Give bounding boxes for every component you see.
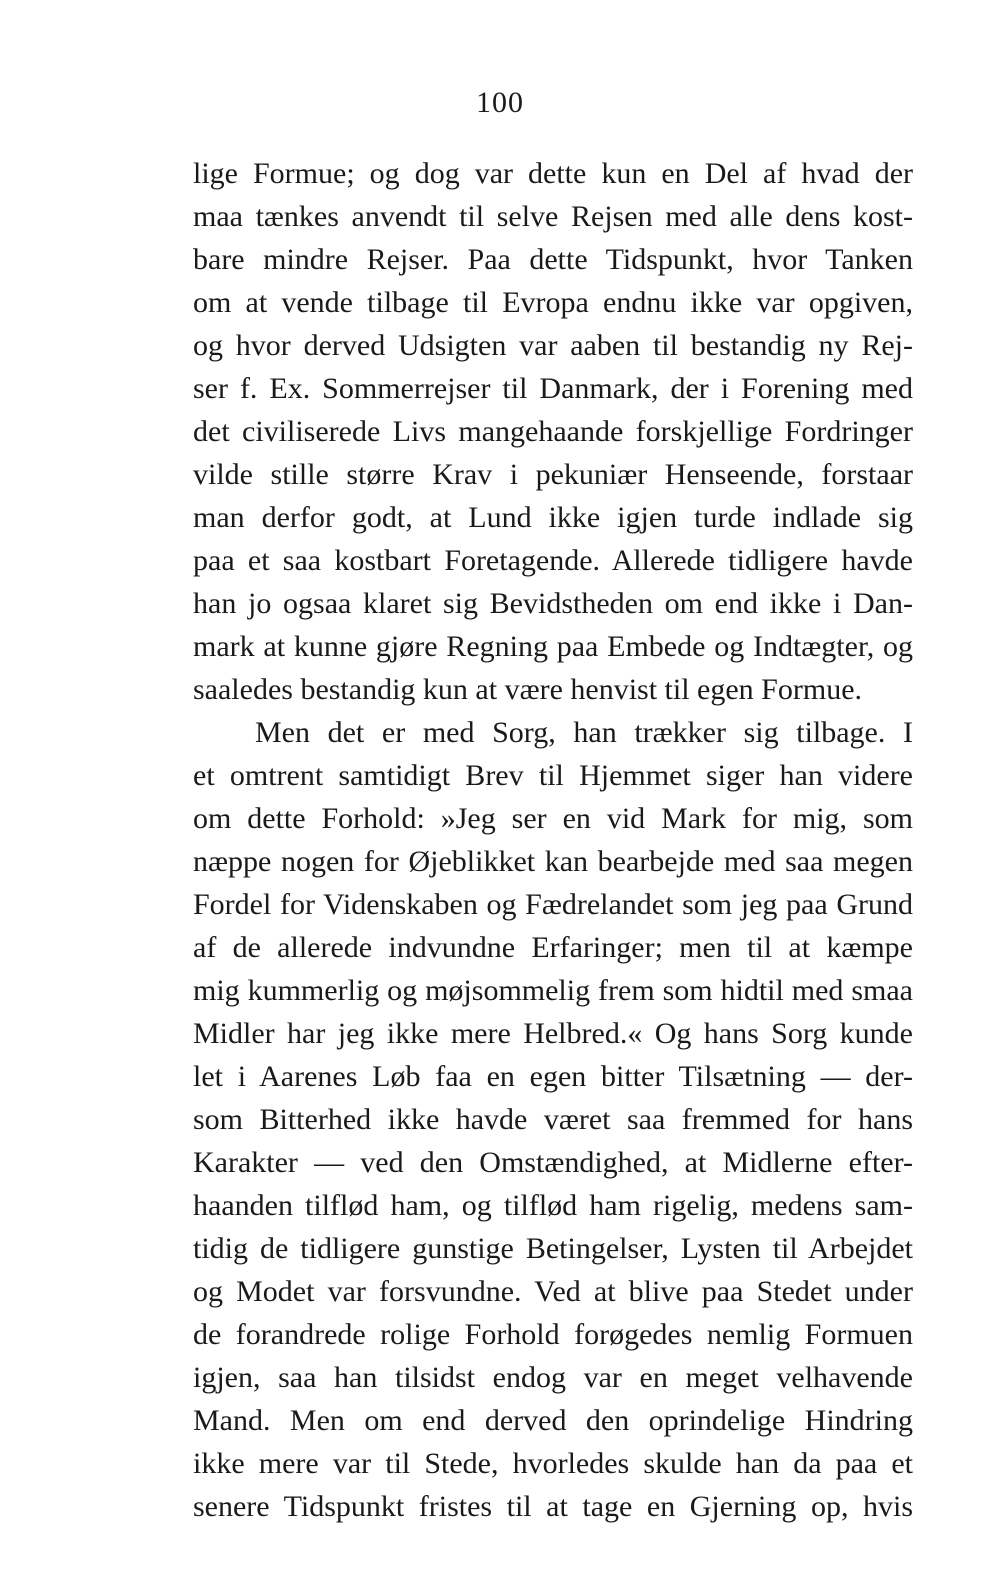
text-line: Fordel for Videnskaben og Fædrelandet som jeg paa Grund (193, 888, 913, 921)
text-line: Midler har jeg ikke mere Helbred.« Og hans Sorg kunde (193, 1017, 913, 1050)
text-line: Men det er med Sorg, han trækker sig tilbage. I (255, 716, 913, 749)
text-line: ikke mere var til Stede, hvorledes skulde han da paa et (193, 1447, 913, 1480)
text-line: haanden tilflød ham, og tilflød ham rigelig, medens sam- (193, 1189, 913, 1222)
text-line: og hvor derved Udsigten var aaben til bestandig ny Rej- (193, 329, 913, 362)
text-line: næppe nogen for Øjeblikket kan bearbejde med saa megen (193, 845, 913, 878)
text-line: han jo ogsaa klaret sig Bevidstheden om end ikke i Dan- (193, 587, 913, 620)
text-line: de forandrede rolige Forhold forøgedes nemlig Formuen (193, 1318, 913, 1351)
text-line: vilde stille større Krav i pekuniær Henseende, forstaar (193, 458, 913, 491)
text-line: senere Tidspunkt fristes til at tage en Gjerning op, hvis (193, 1490, 913, 1523)
page-number: 100 (476, 86, 524, 119)
text-line: man derfor godt, at Lund ikke igjen turde indlade sig (193, 501, 913, 534)
text-line: af de allerede indvundne Erfaringer; men til at kæmpe (193, 931, 913, 964)
text-line: paa et saa kostbart Foretagende. Allerede tidligere havde (193, 544, 913, 577)
text-line: Karakter — ved den Omstændighed, at Midlerne efter- (193, 1146, 913, 1179)
text-line: lige Formue; og dog var dette kun en Del af hvad der (193, 157, 913, 190)
text-line: ser f. Ex. Sommerrejser til Danmark, der i Forening med (193, 372, 913, 405)
text-line: mark at kunne gjøre Regning paa Embede og Indtægter, og (193, 630, 913, 663)
text-line: let i Aarenes Løb faa en egen bitter Tilsætning — der- (193, 1060, 913, 1093)
text-line: om dette Forhold: »Jeg ser en vid Mark for mig, som (193, 802, 913, 835)
text-line: som Bitterhed ikke havde været saa fremmed for hans (193, 1103, 913, 1136)
text-line: det civiliserede Livs mangehaande forskjellige Fordringer (193, 415, 913, 448)
text-line: og Modet var forsvundne. Ved at blive paa Stedet under (193, 1275, 913, 1308)
text-line: tidig de tidligere gunstige Betingelser, Lysten til Arbejdet (193, 1232, 913, 1265)
text-line: om at vende tilbage til Evropa endnu ikke var opgiven, (193, 286, 913, 319)
text-line: saaledes bestandig kun at være henvist til egen Formue. (193, 673, 863, 706)
text-line: Mand. Men om end derved den oprindelige Hindring (193, 1404, 913, 1437)
body-text (193, 152, 913, 1528)
text-line: maa tænkes anvendt til selve Rejsen med alle dens kost- (193, 200, 913, 233)
text-line: igjen, saa han tilsidst endog var en meget velhavende (193, 1361, 913, 1394)
text-line: et omtrent samtidigt Brev til Hjemmet siger han videre (193, 759, 913, 792)
text-line: bare mindre Rejser. Paa dette Tidspunkt, hvor Tanken (193, 243, 913, 276)
text-line: mig kummerlig og møjsommelig frem som hidtil med smaa (193, 974, 913, 1007)
